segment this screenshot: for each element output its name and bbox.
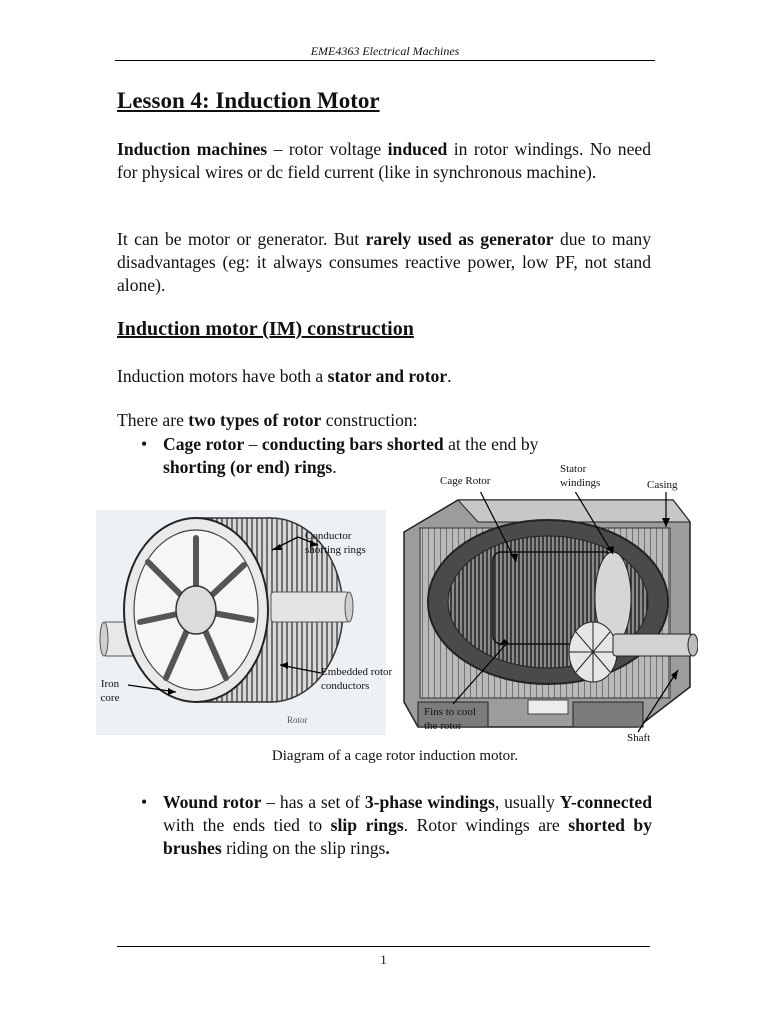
label-line: Stator [560, 463, 587, 475]
label-line: Fins to cool [424, 706, 476, 718]
bullet-marker: • [141, 792, 148, 812]
term-y-connected: Y-connected [559, 792, 652, 812]
label-line: Embedded rotor [321, 666, 393, 678]
figure-caption: Diagram of a cage rotor induction motor. [271, 748, 519, 764]
text-run: due to many disadvantages (eg: it always consumes reactive power, low PF, not stand alone). [117, 229, 651, 295]
label-embedded-rotor-conductors [321, 665, 392, 693]
term-shorting-rings: shorting (or end) rings [163, 457, 333, 477]
text-run: in rotor windings. No need for physical wires or dc field current (like in synchronous machine). [117, 139, 651, 182]
label-line: the rotor [424, 720, 462, 732]
text-run: . [447, 366, 452, 386]
text-run: . [332, 457, 337, 477]
term-3-phase-windings: 3-phase windings [364, 792, 495, 812]
header-rule [115, 60, 655, 61]
term-induction-machines: Induction machines [117, 139, 268, 159]
section-title-construction: Induction motor (IM) construction [117, 318, 414, 340]
label-line: Iron [100, 678, 120, 690]
label-fins-cool-rotor [424, 705, 476, 733]
bullet-marker: • [141, 434, 148, 454]
text-run: construction: [321, 410, 418, 430]
label-line: core [100, 692, 120, 704]
term-cage-rotor: Cage rotor [163, 434, 245, 454]
term-shorted-by-brushes: shorted by brushes [163, 815, 653, 858]
label-line: shorting rings [305, 544, 366, 556]
text-run: – has a set of [261, 792, 365, 812]
label-shaft: Shaft [627, 732, 651, 744]
text-run: riding on the slip rings [221, 838, 386, 858]
label-line: windings [560, 477, 601, 489]
label-conductor-shorting-rings [305, 529, 366, 557]
intro-paragraph-2 [117, 228, 651, 296]
text-run: at the end by [443, 434, 539, 454]
text-run: with the ends tied to [163, 815, 331, 835]
label-casing: Casing [647, 479, 678, 491]
construction-paragraph-2 [117, 409, 651, 432]
text-run: . [385, 838, 390, 858]
term-slip-rings: slip rings [330, 815, 404, 835]
label-iron-core [96, 677, 124, 705]
footer-rule [117, 946, 650, 947]
lesson-title: Lesson 4: Induction Motor [117, 88, 380, 113]
text-run: . Rotor windings are [403, 815, 569, 835]
label-stator-windings [560, 462, 600, 490]
construction-paragraph-1 [117, 365, 651, 388]
label-line: conductors [321, 680, 370, 692]
term-induced: induced [387, 139, 448, 159]
running-header: EME4363 Electrical Machines [310, 44, 460, 58]
intro-paragraph-1 [117, 138, 651, 184]
term-two-types: two types of rotor [188, 410, 322, 430]
text-run: , usually [494, 792, 560, 812]
term-conducting-bars: conducting bars shorted [261, 434, 444, 454]
term-stator-rotor: stator and rotor [327, 366, 448, 386]
label-cage-rotor: Cage Rotor [440, 475, 491, 487]
text-run: – rotor voltage [267, 139, 388, 159]
label-line: Conductor [305, 530, 352, 542]
text-run: There are [117, 410, 189, 430]
page-number: 1 [380, 952, 387, 967]
text-run: – [244, 434, 262, 454]
text-run: Induction motors have both a [117, 366, 328, 386]
term-rarely-used: rarely used as generator [365, 229, 554, 249]
text-run: It can be motor or generator. But [117, 229, 366, 249]
term-wound-rotor: Wound rotor [163, 792, 262, 812]
label-rotor: Rotor [287, 715, 308, 725]
bullet-wound-rotor [163, 791, 652, 860]
motor-cutaway-illustration [398, 492, 698, 740]
